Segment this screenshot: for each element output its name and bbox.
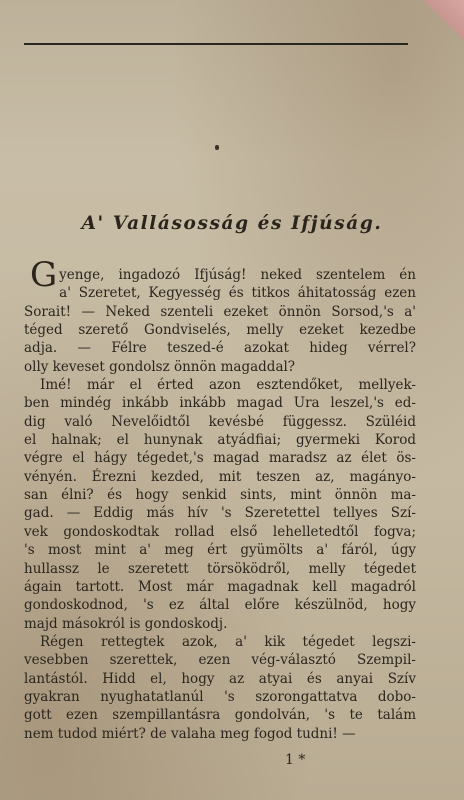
- text-line: san élni? és hogy senkid sints, mint önnön ma-: [24, 487, 416, 504]
- text-line: majd másokról is gondoskodj.: [24, 615, 228, 632]
- body-text: [24, 255, 416, 743]
- chapter-title: A' Vallásosság és Ifjúság.: [81, 213, 383, 234]
- text-line: olly keveset gondolsz önnön magaddal?: [24, 358, 296, 375]
- text-line: ben mindég inkább inkább magad Ura leszel,'s ed-: [24, 395, 416, 412]
- text-line: lantástól. Hidd el, hogy az atyai és anyai Szív: [24, 670, 416, 687]
- text-line: Imé! már el érted azon esztendőket, mellyek-: [40, 377, 416, 394]
- text-line: Régen rettegtek azok, a' kik tégedet legszi-: [40, 633, 416, 650]
- torn-page-corner: [414, 0, 464, 50]
- drop-cap: G: [30, 255, 58, 295]
- text-line: ágain tartott. Most már magadnak kell magadról: [24, 578, 416, 595]
- text-line: vek gondoskodtak rollad első lehelletedtől fogva;: [24, 523, 416, 540]
- text-line: vesebben szerettek, ezen vég-választó Szempil-: [24, 652, 416, 669]
- text-line: gott ezen szempillantásra gondolván, 's te talám: [24, 707, 416, 724]
- text-line: vényén. Érezni kezded, mit teszen az, magányo-: [24, 468, 416, 485]
- text-line: a' Szeretet, Kegyesség és titkos áhitatosság ezen: [59, 285, 416, 302]
- signature-mark: 1 *: [285, 752, 306, 768]
- text-line: gyakran nyughatatlanúl 's szorongattatva dobo-: [24, 688, 416, 705]
- text-line: hullassz le szeretett törsöködről, melly tégedet: [24, 560, 416, 577]
- text-line: téged szerető Gondviselés, melly ezeket kezedbe: [24, 322, 416, 339]
- header-rule: [24, 43, 408, 45]
- ink-speck: [215, 145, 219, 150]
- text-line: gad. — Eddig más hív 's Szeretettel tellyes Szí-: [24, 505, 416, 522]
- text-line: 's most mint a' meg ért gyümölts a' fáról, úgy: [24, 542, 416, 559]
- text-line: dig való Nevelőidtől kevésbé függessz. Szüléid: [24, 413, 416, 430]
- text-line: végre el hágy tégedet,'s magad maradsz az élet ös-: [24, 450, 416, 467]
- text-line: gondoskodnod, 's ez által előre készülnöd, hogy: [24, 597, 416, 614]
- text-line: Gyenge, ingadozó Ifjúság! neked szentelem én: [30, 255, 416, 295]
- text-line: adja. — Félre teszed-é azokat hideg vérrel?: [24, 340, 416, 357]
- text-line: nem tudod miért? de valaha meg fogod tudni! —: [24, 725, 356, 742]
- text-line: el halnak; el hunynak atyádfiai; gyermeki Korod: [24, 432, 416, 449]
- text-line: Sorait! — Neked szenteli ezeket önnön Sorsod,'s a': [24, 303, 416, 320]
